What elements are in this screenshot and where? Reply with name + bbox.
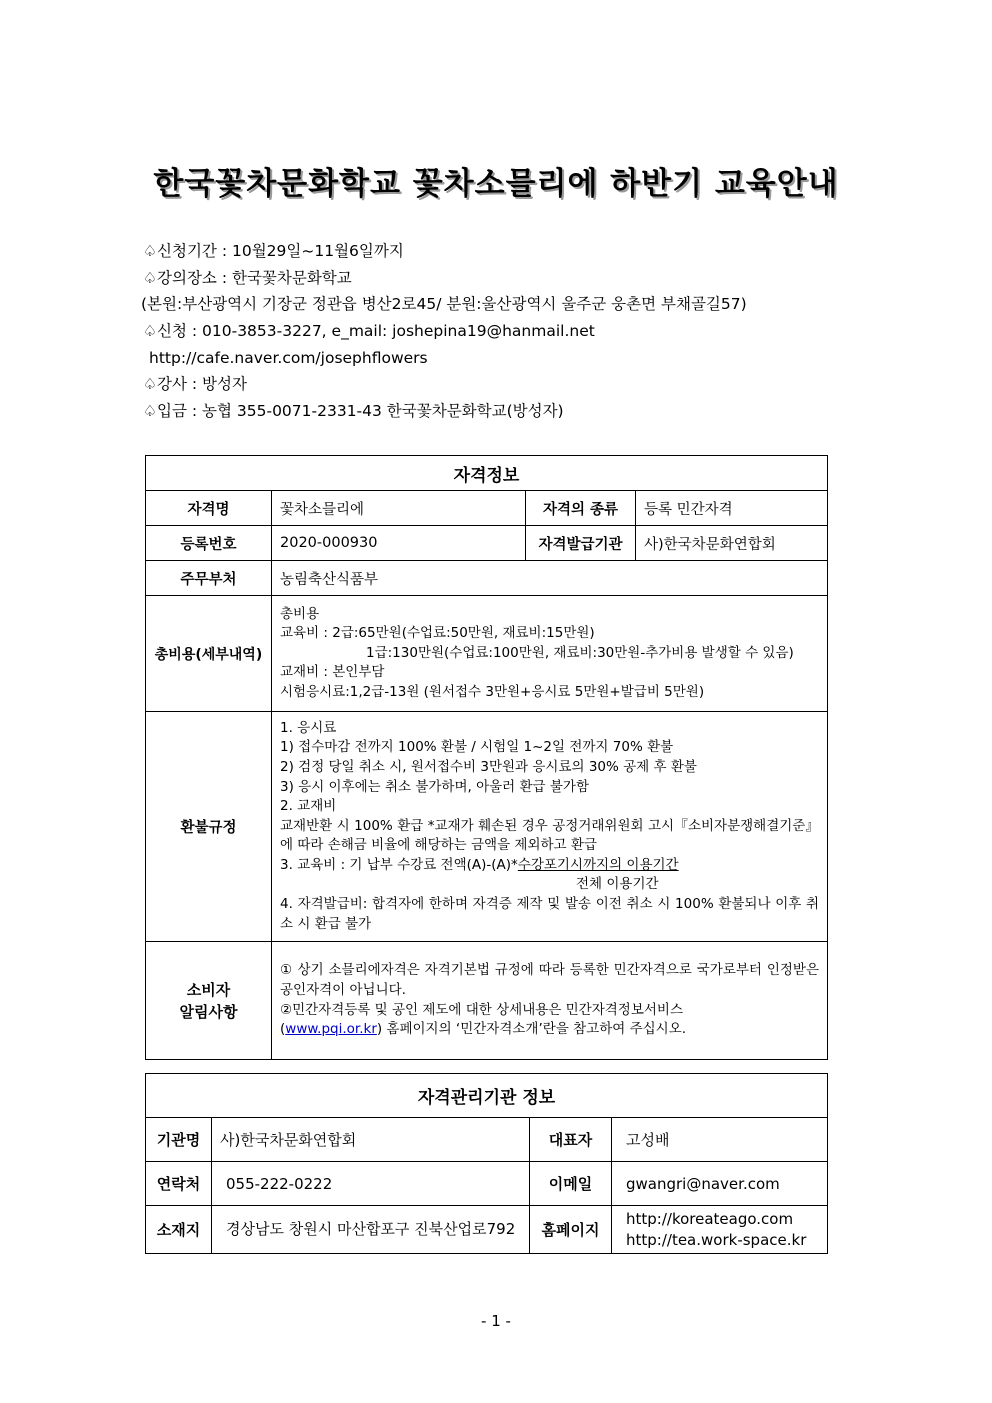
course-info [143,238,863,425]
qual-name-label: 자격명 [146,491,272,526]
qual-notice-label: 소비자 알림사항 [146,942,272,1060]
bullet-icon: ♤ [143,375,157,394]
agency-table [145,1073,828,1254]
bullet-icon: ♤ [143,322,157,341]
agency-rep-value: 고성배 [612,1118,828,1162]
info-deposit: ♤입금 : 농협 355-0071-2331-43 한국꽃차문화학교(방성자) [143,398,863,425]
qual-ministry-label: 주무부처 [146,561,272,596]
info-venue-address: (본원:부산광역시 기장군 정관읍 병산2로45/ 분원:울산광역시 울주군 웅촌면 부채골길57) [141,295,747,314]
homepage-link-1[interactable]: http://koreateago.com [626,1209,794,1228]
qual-regno-label: 등록번호 [146,526,272,561]
bullet-icon: ♤ [143,242,157,260]
bullet-icon: ♤ [143,268,157,287]
pqi-link[interactable]: www.pqi.or.kr [285,1021,377,1038]
agency-addr-value: 경상남도 창원시 마산합포구 진북산업로792 [212,1206,530,1254]
qual-name-value: 꽃차소믈리에 [272,491,526,526]
homepage-link-2[interactable]: http://tea.work-space.kr [626,1230,807,1249]
agency-email-value[interactable]: gwangri@naver.com [612,1162,828,1206]
agency-addr-label: 소재지 [146,1206,212,1254]
qual-issuer-value: 사)한국차문화연합회 [636,526,828,561]
agency-home-label: 홈페이지 [530,1206,612,1254]
qual-refund-detail: 1. 응시료 1) 접수마감 전까지 100% 환불 / 시험일 1~2일 전까지 70% 환불 2) 검정 당일 취소 시, 원서접수비 3만원과 응시료의 30% 공제 후 환불 3) 응시 이후에는 취소 불가하며, 아울러 환급 불가함 2. 교재비 교재반환 시 100% 환급 *교재가 훼손된 경우 공정거래위원회 고시『소비자분쟁해결기준』에 따라 손해금 비율에 해당하는 금액을 제외하고 환급 3. 교육비 : 기 납부 수강료 전액(A)-(A)*수강포기시까지의 이용기간 전체 이용기간 4. 자격발급비: 합격자에 한하며 자격증 제작 및 발송 이전 취소 시 100% 환불되나 이후 취소 시 환급 불가 [272,712,828,942]
agency-rep-label: 대표자 [530,1118,612,1162]
qual-kind-value: 등록 민간자격 [636,491,828,526]
qual-cost-label: 총비용(세부내역) [146,596,272,712]
agency-phone-label: 연락처 [146,1162,212,1206]
info-cafe-url[interactable]: http://cafe.naver.com/josephflowers [149,348,428,367]
agency-home-value [612,1206,828,1254]
agency-email-label: 이메일 [530,1162,612,1206]
agency-caption: 자격관리기관 정보 [146,1074,828,1118]
qual-ministry-value: 농림축산식품부 [272,561,828,596]
agency-org-value: 사)한국차문화연합회 [212,1118,530,1162]
qual-issuer-label: 자격발급기관 [526,526,636,561]
page-number: - 1 - [481,1312,511,1330]
agency-org-label: 기관명 [146,1118,212,1162]
qual-cost-detail: 총비용 교육비 : 2급:65만원(수업료:50만원, 재료비:15만원) 1급:130만원(수업료:100만원, 재료비:30만원-추가비용 발생할 수 있음) 교재비 : 본인부담 시험응시료:1,2급-13원 (원서접수 3만원+응시료 5만원+발급비 5만원) [272,596,828,712]
agency-phone-value: 055-222-0222 [212,1162,530,1206]
qual-kind-label: 자격의 종류 [526,491,636,526]
page-title: 한국꽃차문화학교 꽃차소믈리에 하반기 교육안내 [153,166,839,202]
qual-refund-label: 환불규정 [146,712,272,942]
info-instructor: ♤강사 : 방성자 [143,371,863,398]
qual-regno-value: 2020-000930 [272,526,526,561]
info-period: ♤신청기간 : 10월29일~11월6일까지 [143,238,863,265]
info-apply: ♤신청 : 010-3853-3227, e_mail: joshepina19@hanmail.net [143,318,863,345]
qualification-table [145,455,828,1060]
bullet-icon: ♤ [143,402,157,421]
qualification-caption: 자격정보 [146,456,828,491]
info-venue: ♤강의장소 : 한국꽃차문화학교 [143,265,863,292]
qual-notice-detail: ① 상기 소믈리에자격은 자격기본법 규정에 따라 등록한 민간자격으로 국가로부터 인정받은 공인자격이 아닙니다. ②민간자격등록 및 공인 제도에 대한 상세내용은 민간자격정보서비스 (www.pqi.or.kr) 홈페이지의 ‘민간자격소개’란을 참고하여 주십시오. [272,942,828,1060]
